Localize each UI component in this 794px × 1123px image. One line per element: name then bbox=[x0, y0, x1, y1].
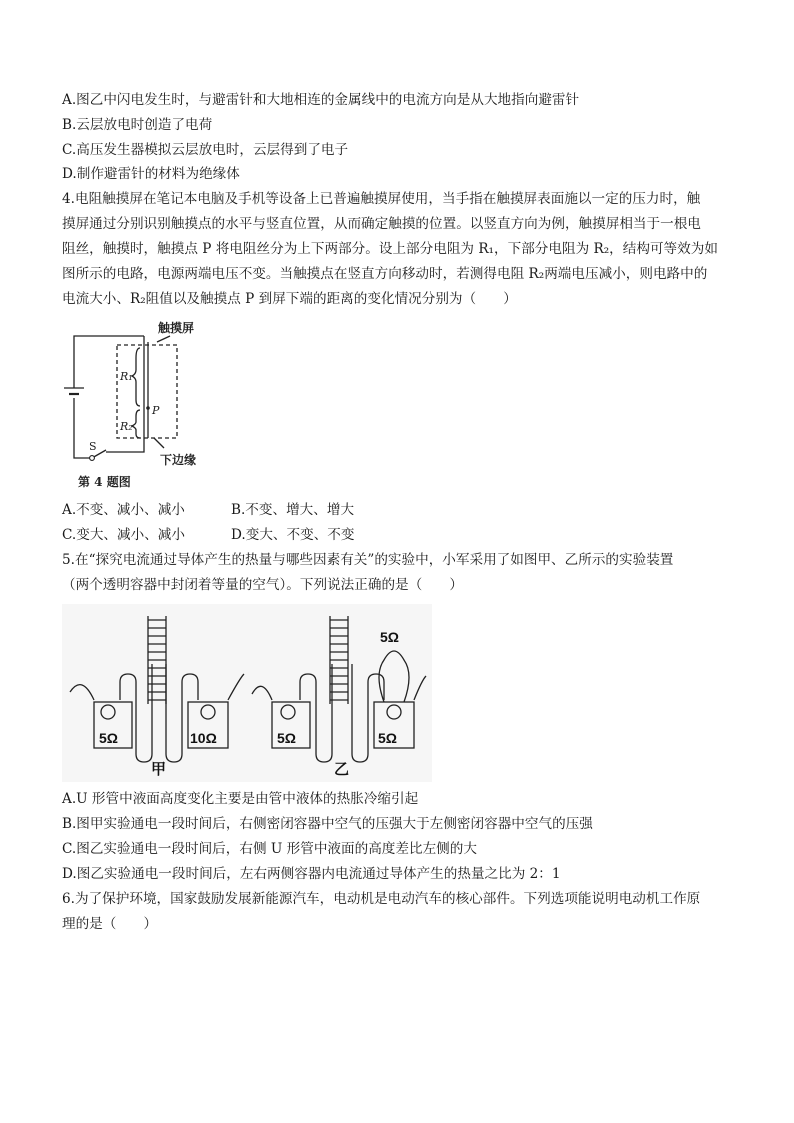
edge-label: 下边缘 bbox=[160, 453, 197, 467]
figure-background bbox=[62, 604, 432, 782]
q5-stem-line: 5.在“探究电流通过导体产生的热量与哪些因素有关”的实验中，小军采用了如图甲、乙所示的实验装置 bbox=[62, 552, 674, 568]
q3-option-b: B.云层放电时创造了电荷 bbox=[62, 117, 213, 133]
jia-right-resistance: 10Ω bbox=[190, 730, 217, 746]
q5-apparatus-figure bbox=[62, 604, 432, 782]
switch-label: S bbox=[89, 440, 97, 453]
q4-option-d: D.变大、不变、不变 bbox=[231, 527, 355, 543]
q4-option-b: B.不变、增大、增大 bbox=[231, 502, 355, 518]
q5-option-b: B.图甲实验通电一段时间后，右侧密闭容器中空气的压强大于左侧密闭容器中空气的压强 bbox=[62, 816, 593, 832]
q5-option-d: D.图乙实验通电一段时间后，左右两侧容器内电流通过导体产生的热量之比为 2：1 bbox=[62, 866, 561, 882]
jia-label: 甲 bbox=[151, 761, 167, 778]
r2-bracket bbox=[132, 410, 140, 438]
q5-option-a: A.U 形管中液面高度变化主要是由管中液体的热胀冷缩引起 bbox=[62, 791, 419, 807]
q4-stem-line: 摸屏通过分别识别触摸点的水平与竖直位置，从而确定触摸的位置。以竖直方向为例，触摸屏相当于一根电 bbox=[62, 216, 701, 232]
q3-option-d: D.制作避雷针的材料为绝缘体 bbox=[62, 166, 240, 182]
yi-left-resistance: 5Ω bbox=[277, 730, 297, 746]
edge-leader bbox=[154, 438, 164, 448]
r1-bracket bbox=[132, 348, 140, 406]
q5-stem-line: （两个透明容器中封闭着等量的空气）。下列说法正确的是（ ） bbox=[62, 577, 464, 593]
q4-stem-line: 4.电阻触摸屏在笔记本电脑及手机等设备上已普遍触摸屏使用，当手指在触摸屏表面施以一定的压力时，触 bbox=[62, 191, 701, 207]
jia-left-resistance: 5Ω bbox=[99, 730, 119, 746]
r1-label: R₁ bbox=[120, 370, 133, 383]
q4-option-c: C.变大、减小、减小 bbox=[62, 527, 185, 543]
circuit-wire-top bbox=[74, 336, 144, 388]
q6-stem-line: 理的是（ ） bbox=[62, 916, 158, 932]
switch-contact bbox=[90, 456, 95, 461]
yi-right-resistance: 5Ω bbox=[378, 730, 398, 746]
figure-caption: 第 4 题图 bbox=[78, 475, 131, 489]
r2-label: R₂ bbox=[120, 420, 133, 433]
q3-option-c: C.高压发生器模拟云层放电时，云层得到了电子 bbox=[62, 142, 349, 158]
q5-option-c: C.图乙实验通电一段时间后，右侧 U 形管中液面的高度差比左侧的大 bbox=[62, 841, 477, 857]
q4-stem-line: 阻丝，触摸时，触摸点 P 将电阻丝分为上下两部分。设上部分电阻为 R₁，下部分电阻为 R₂，结构可等效为如 bbox=[62, 241, 718, 257]
q4-stem-line: 图所示的电路，电源两端电压不变。当触摸点在竖直方向移动时，若测得电阻 R₂两端电压减小，则电路中的 bbox=[62, 266, 708, 282]
screen-leader bbox=[157, 336, 170, 342]
yi-label: 乙 bbox=[334, 761, 350, 778]
screen-label: 触摸屏 bbox=[158, 321, 195, 335]
q3-option-a: A.图乙中闪电发生时，与避雷针和大地相连的金属线中的电流方向是从大地指向避雷针 bbox=[62, 92, 580, 108]
p-label: P bbox=[152, 404, 160, 417]
yi-top-resistance: 5Ω bbox=[380, 629, 400, 645]
q4-option-a: A.不变、减小、减小 bbox=[62, 502, 185, 518]
q4-circuit-figure bbox=[62, 318, 232, 493]
circuit-wire-bottom bbox=[106, 438, 144, 452]
touch-point-dot bbox=[146, 406, 150, 410]
q4-stem-line: 电流大小、R₂阻值以及触摸点 P 到屏下端的距离的变化情况分别为（ ） bbox=[62, 291, 517, 307]
q6-stem-line: 6.为了保护环境，国家鼓励发展新能源汽车，电动机是电动汽车的核心部件。下列选项能说明电动机工作原 bbox=[62, 891, 701, 907]
